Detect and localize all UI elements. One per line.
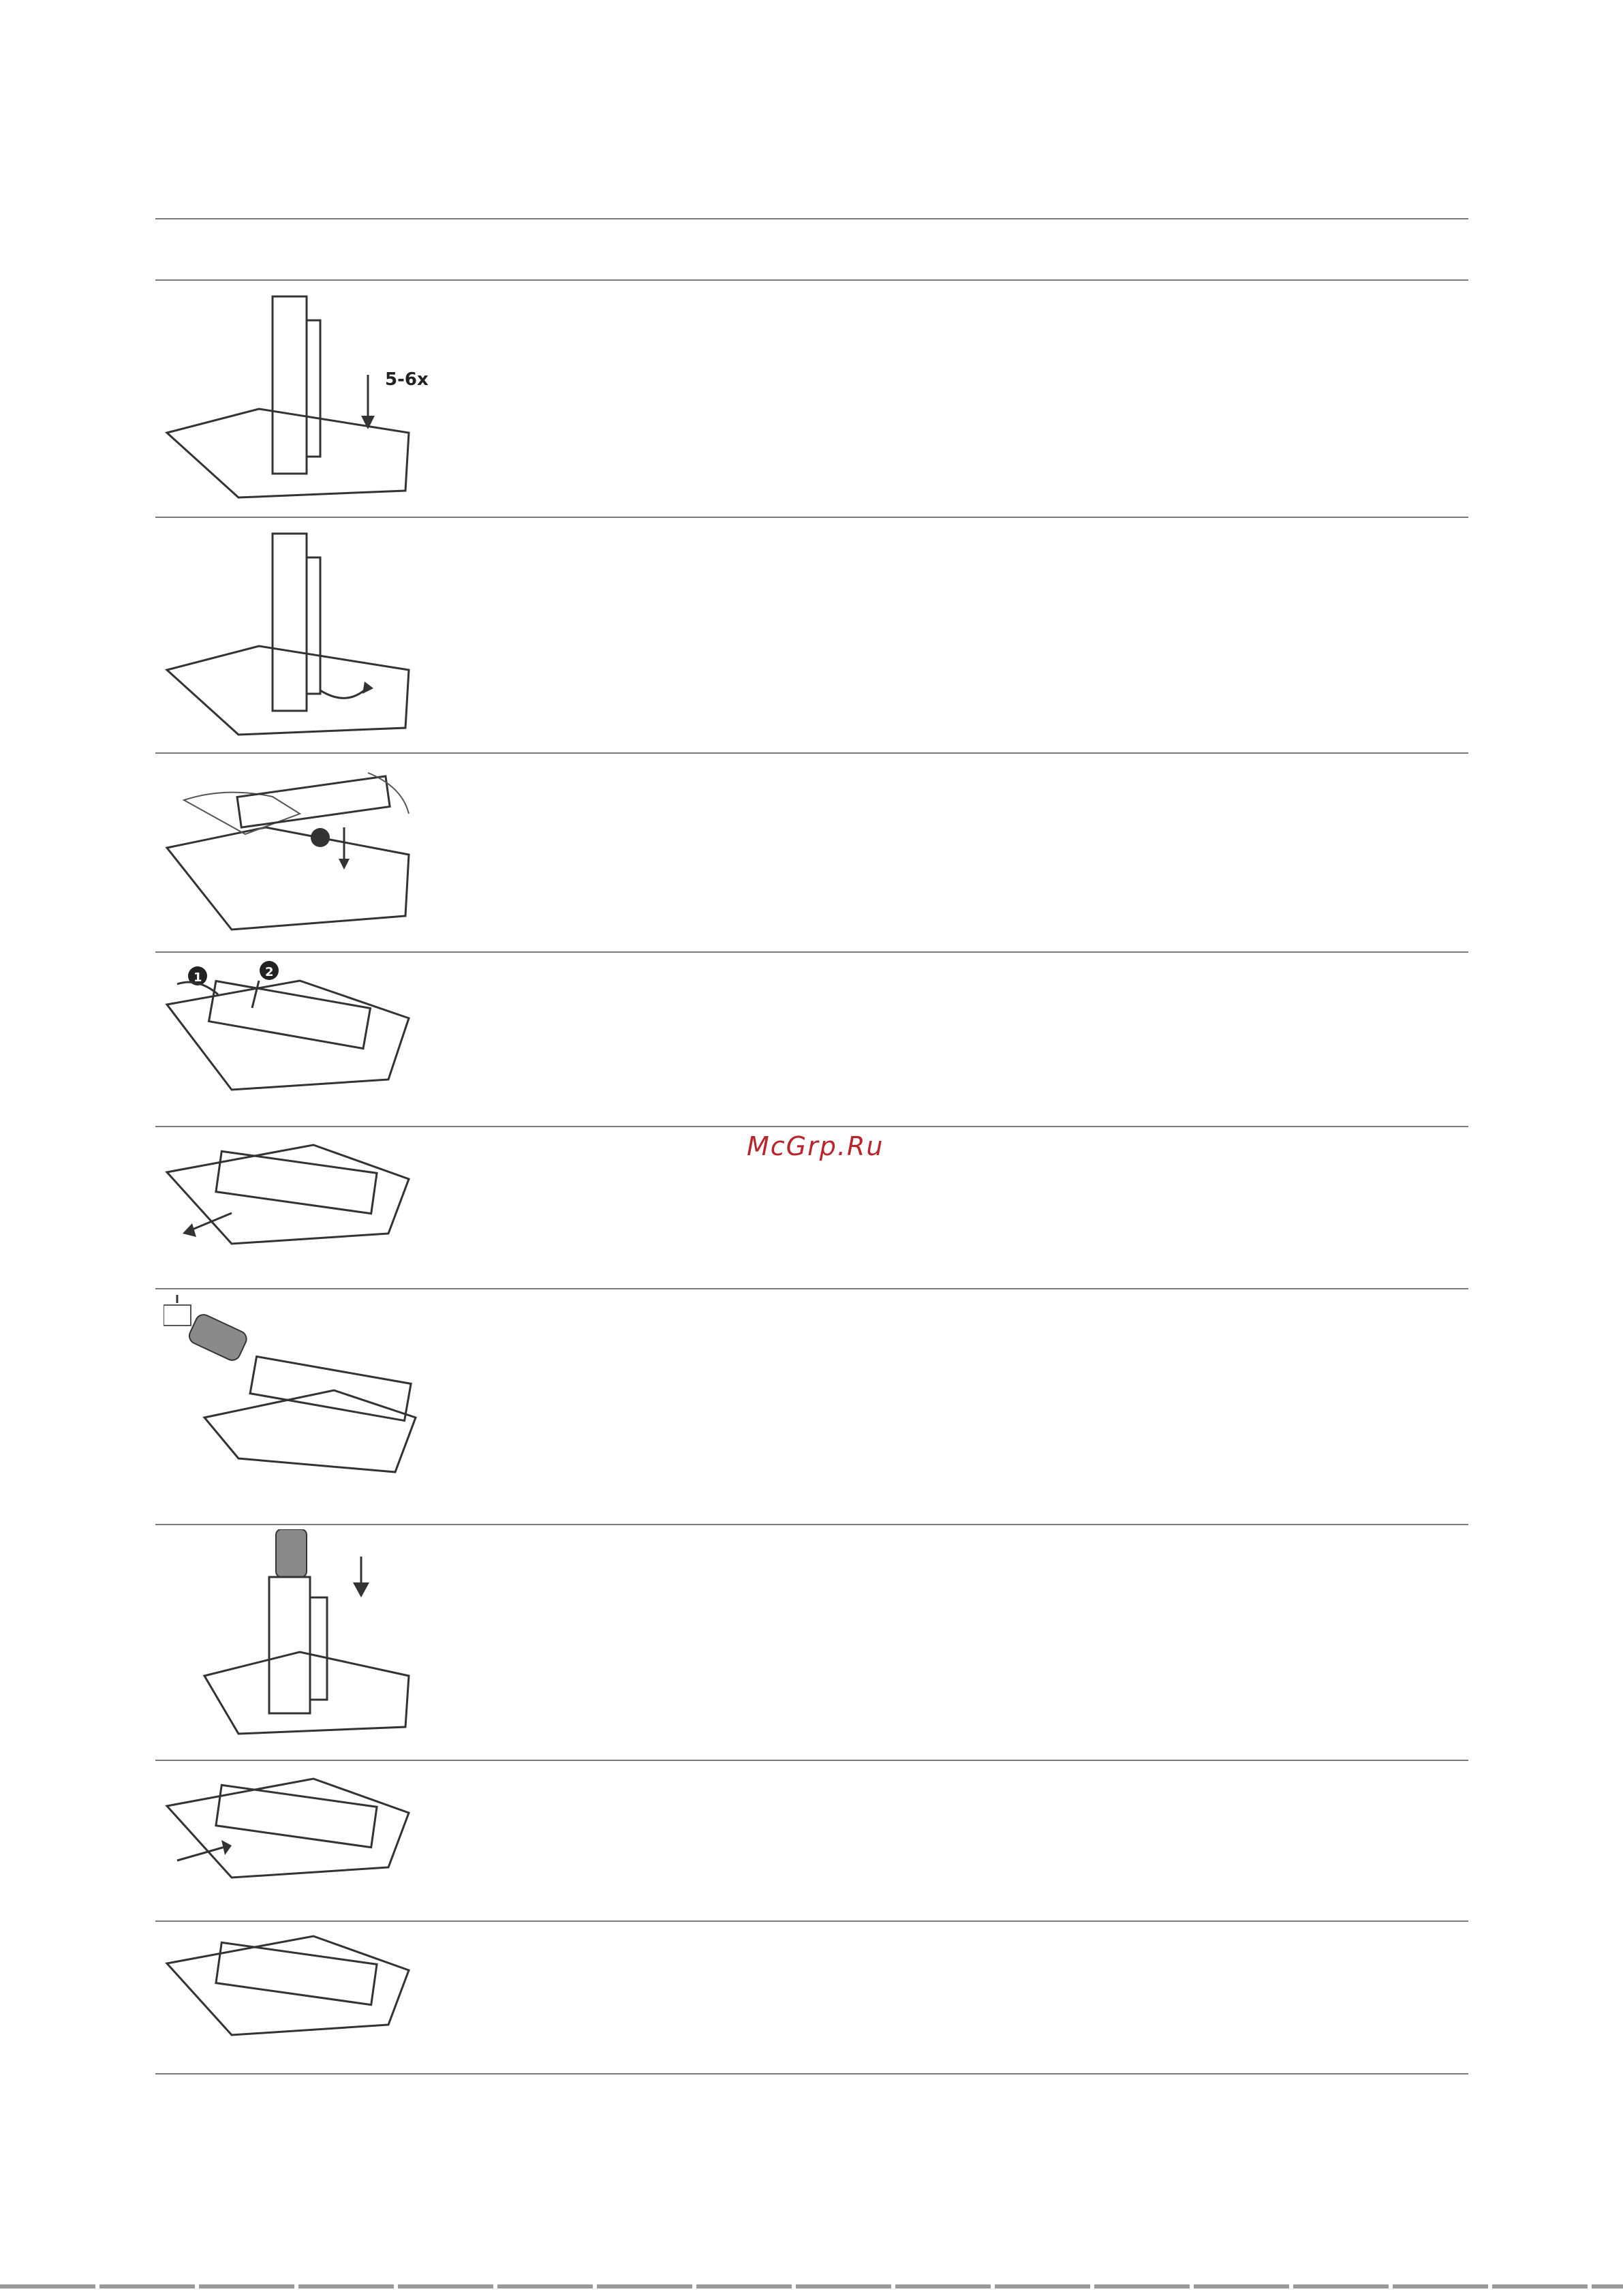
cartridge-tap-icon <box>164 286 586 511</box>
watermark: McGrp.Ru <box>747 1131 884 1161</box>
svg-text:2: 2 <box>265 965 274 979</box>
header-rule <box>155 218 1468 219</box>
toner-bottle-fill-icon <box>164 1529 586 1754</box>
seal-insert-icon <box>164 1765 586 1915</box>
cartridge-ready-icon <box>164 1926 586 2069</box>
toner-bottle-pour-icon <box>164 1295 586 1517</box>
cartridge-shake-icon <box>164 759 586 945</box>
svg-text:1: 1 <box>194 970 202 985</box>
cartridge-lay-flat-icon <box>164 957 586 1120</box>
cartridge-rotate-icon <box>164 523 586 746</box>
tap-count-label: 5-6x <box>385 369 429 390</box>
seal-remove-icon <box>164 1131 586 1283</box>
page-footer-band <box>0 2284 1623 2289</box>
